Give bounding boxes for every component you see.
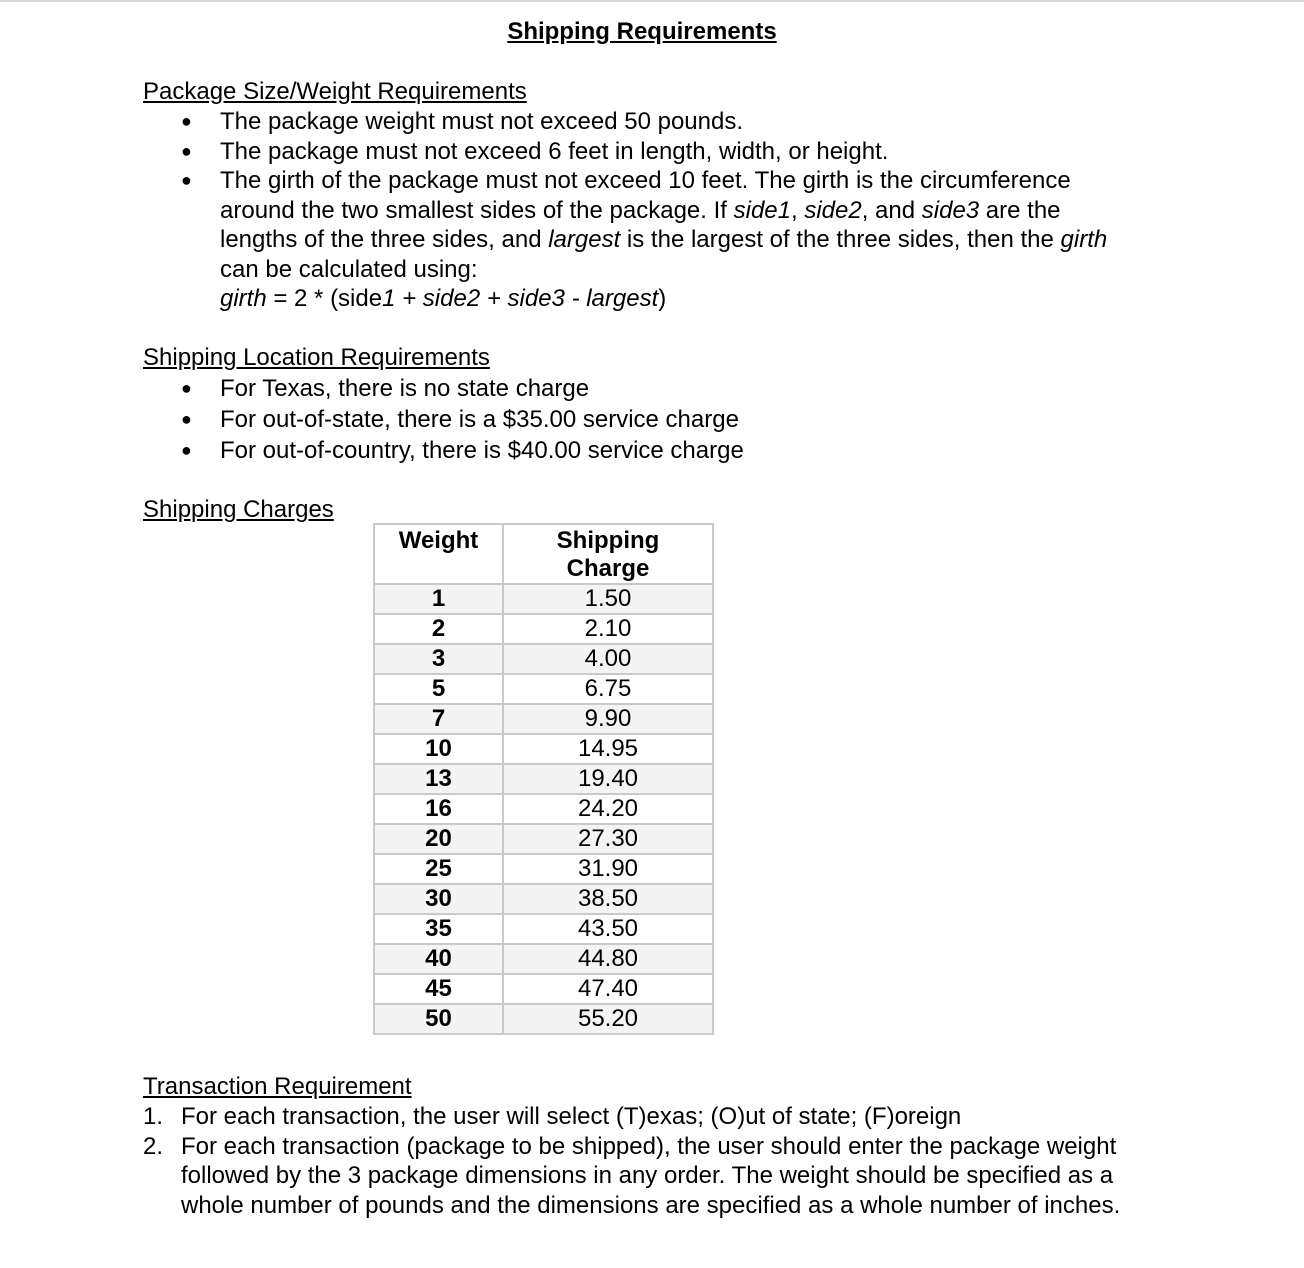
girth-formula: girth = 2 * (side1 + side2 + side3 - largest): [220, 285, 667, 312]
charge-cell: 43.50: [503, 914, 713, 944]
bullet-icon: ●: [181, 378, 192, 398]
list-item: 2. For each transaction (package to be shipped), the user should enter the package weight followed by the 3 package dimensions in any order. The weight should be specified as a whole number of pounds and the dimensions are specified as a whole number of inches.: [143, 1132, 1121, 1219]
charge-cell: 27.30: [503, 824, 713, 854]
transaction-list: [143, 1102, 1153, 1220]
weight-cell: 35: [374, 914, 503, 944]
charge-cell: 38.50: [503, 884, 713, 914]
weight-cell: 10: [374, 734, 503, 764]
weight-cell: 30: [374, 884, 503, 914]
table-row: [374, 794, 713, 824]
weight-cell: 20: [374, 824, 503, 854]
page-title: Shipping Requirements: [507, 18, 777, 45]
charge-cell: 4.00: [503, 644, 713, 674]
table-row: [374, 974, 713, 1004]
charge-cell: 55.20: [503, 1004, 713, 1034]
table-row: [374, 584, 713, 614]
weight-cell: 5: [374, 674, 503, 704]
table-row: [374, 1004, 713, 1034]
table-row: [374, 854, 713, 884]
weight-cell: 2: [374, 614, 503, 644]
weight-cell: 50: [374, 1004, 503, 1034]
bullet-icon: ●: [181, 140, 192, 161]
charges-heading: Shipping Charges: [143, 496, 334, 523]
charge-cell: 44.80: [503, 944, 713, 974]
transaction-heading: Transaction Requirement: [143, 1073, 412, 1100]
charge-cell: 9.90: [503, 704, 713, 734]
charge-column-header: Shipping Charge: [503, 524, 713, 584]
charge-cell: 47.40: [503, 974, 713, 1004]
weight-cell: 16: [374, 794, 503, 824]
weight-cell: 40: [374, 944, 503, 974]
shipping-charges-table: [373, 523, 714, 1035]
weight-cell: 13: [374, 764, 503, 794]
table-header-row: [374, 524, 713, 584]
table-row: [374, 944, 713, 974]
table-row: [374, 914, 713, 944]
charge-cell: 14.95: [503, 734, 713, 764]
list-item: ● The package must not exceed 6 feet in length, width, or height.: [181, 137, 889, 165]
table-row: [374, 884, 713, 914]
table-row: [374, 824, 713, 854]
bullet-icon: ●: [181, 111, 192, 131]
page-top-border: [0, 0, 1304, 2]
weight-cell: 7: [374, 704, 503, 734]
size-weight-list: [143, 107, 1143, 314]
location-heading: Shipping Location Requirements: [143, 344, 490, 371]
weight-cell: 25: [374, 854, 503, 884]
table-row: [374, 644, 713, 674]
charge-cell: 2.10: [503, 614, 713, 644]
list-item: ● For Texas, there is no state charge: [181, 375, 590, 402]
table-row: [374, 764, 713, 794]
list-item: 1. For each transaction, the user will select (T)exas; (O)ut of state; (F)oreign: [143, 1103, 962, 1130]
weight-cell: 45: [374, 974, 503, 1004]
bullet-icon: ●: [181, 409, 192, 429]
size-weight-heading: Package Size/Weight Requirements: [143, 78, 527, 105]
charge-cell: 19.40: [503, 764, 713, 794]
weight-cell: 1: [374, 584, 503, 614]
charge-cell: 24.20: [503, 794, 713, 824]
list-item: ● For out-of-country, there is $40.00 service charge: [181, 437, 744, 464]
charge-cell: 6.75: [503, 674, 713, 704]
table-row: [374, 734, 713, 764]
table-row: [374, 614, 713, 644]
table-row: [374, 674, 713, 704]
charge-cell: 31.90: [503, 854, 713, 884]
girth-list-item: ● The girth of the package must not exceed 10 feet. The girth is the circumference around the two smallest sides of the package. If side1, side2, and side3 are the lengths of the three sides, and largest is the largest of the three sides, then the girth can be calculated using:: [181, 167, 1108, 283]
list-item: ● For out-of-state, there is a $35.00 service charge: [181, 406, 739, 433]
charge-cell: 1.50: [503, 584, 713, 614]
list-item: ● The package weight must not exceed 50 pounds.: [181, 108, 744, 135]
table-row: [374, 704, 713, 734]
location-list: [143, 373, 1143, 466]
bullet-icon: ●: [181, 170, 192, 190]
bullet-icon: ●: [181, 440, 192, 460]
weight-cell: 3: [374, 644, 503, 674]
weight-column-header: Weight: [374, 524, 503, 584]
